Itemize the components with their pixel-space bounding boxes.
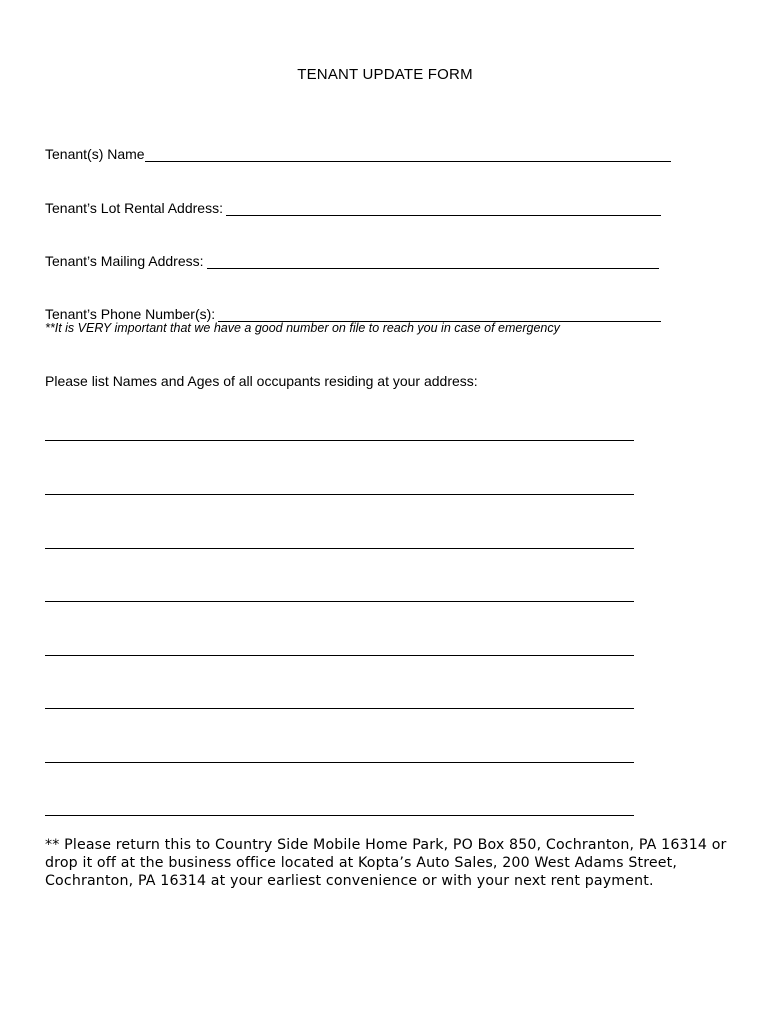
- form-title: TENANT UPDATE FORM: [297, 66, 473, 83]
- occupant-line[interactable]: [45, 762, 634, 763]
- occupant-line[interactable]: [45, 601, 634, 602]
- lot-rental-address-field: [45, 196, 661, 216]
- phone-number-field: [45, 302, 661, 322]
- phone-emergency-note: **It is VERY important that we have a good number on file to reach you in case of emergency: [45, 321, 560, 335]
- tenant-name-label: Tenant(s) Name: [45, 146, 145, 162]
- occupant-line[interactable]: [45, 548, 634, 549]
- tenant-name-field: [45, 142, 671, 162]
- phone-number-label: Tenant’s Phone Number(s):: [45, 306, 216, 322]
- occupant-line[interactable]: [45, 708, 634, 709]
- tenant-name-input-line[interactable]: [145, 145, 671, 162]
- phone-number-input-line[interactable]: [218, 305, 661, 322]
- lot-rental-address-label: Tenant’s Lot Rental Address:: [45, 200, 223, 216]
- occupant-line[interactable]: [45, 815, 634, 816]
- occupants-prompt: Please list Names and Ages of all occupants residing at your address:: [45, 373, 478, 389]
- mailing-address-input-line[interactable]: [207, 252, 659, 269]
- return-instructions: ** Please return this to Country Side Mobile Home Park, PO Box 850, Cochranton, PA 16314 or drop it off at the business office located at Kopta’s Auto Sales, 200 West Adams Street, Cochranton, PA 16314 at your earliest convenience or with your next rent payment.: [45, 837, 727, 889]
- mailing-address-field: [45, 249, 659, 269]
- lot-rental-address-input-line[interactable]: [226, 199, 661, 216]
- occupant-line[interactable]: [45, 440, 634, 441]
- mailing-address-label: Tenant’s Mailing Address:: [45, 253, 204, 269]
- occupant-line[interactable]: [45, 494, 634, 495]
- occupant-line[interactable]: [45, 655, 634, 656]
